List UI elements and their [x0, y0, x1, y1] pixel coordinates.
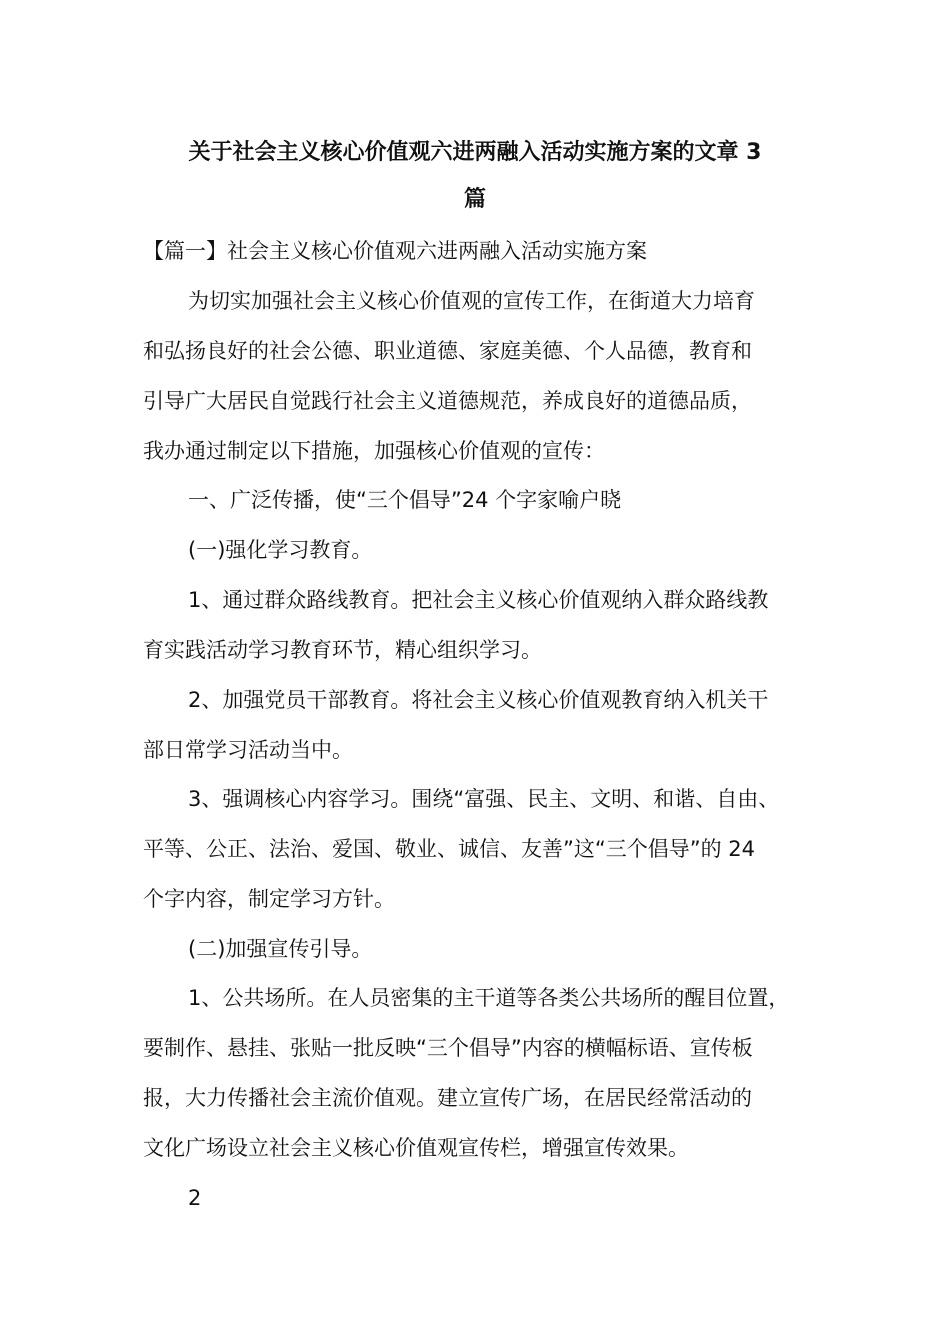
subheading-line: (二)加强宣传引导。: [188, 937, 373, 961]
paragraph-line: 报，大力传播社会主流价值观。建立宣传广场，在居民经常活动的: [143, 1086, 752, 1110]
paragraph-line: 和弘扬良好的社会公德、职业道德、家庭美德、个人品德，教育和: [143, 339, 752, 363]
subheading-line: (一)强化学习教育。: [188, 538, 373, 562]
paragraph-line: 部日常学习活动当中。: [143, 738, 353, 762]
subheading-line: 一、广泛传播，使“三个倡导”24 个字家喻户晓: [188, 488, 622, 512]
section-heading: 【篇一】社会主义核心价值观六进两融入活动实施方案: [143, 239, 647, 263]
paragraph-line: 文化广场设立社会主义核心价值观宣传栏，增强宣传效果。: [143, 1136, 689, 1160]
paragraph-line: 1、通过群众路线教育。把社会主义核心价值观纳入群众路线教: [188, 588, 769, 612]
paragraph-line: 1、公共场所。在人员密集的主干道等各类公共场所的醒目位置，: [188, 986, 790, 1010]
paragraph-line: 引导广大居民自觉践行社会主义道德规范，养成良好的道德品质，: [143, 389, 752, 413]
paragraph-line: 平等、公正、法治、爱国、敬业、诚信、友善”这“三个倡导”的 24: [143, 837, 756, 861]
document-title-line-1: 关于社会主义核心价值观六进两融入活动实施方案的文章 3: [188, 140, 762, 165]
paragraph-line: 我办通过制定以下措施，加强核心价值观的宣传：: [143, 439, 605, 463]
paragraph-line: 2、加强党员干部教育。将社会主义核心价值观教育纳入机关干: [188, 688, 769, 712]
document-title-line-2: 篇: [463, 187, 486, 212]
paragraph-line: 为切实加强社会主义核心价值观的宣传工作，在街道大力培育: [188, 289, 755, 313]
paragraph-line: 3、强调核心内容学习。围绕“富强、民主、文明、和谐、自由、: [188, 787, 780, 811]
paragraph-line: 要制作、悬挂、张贴一批反映“三个倡导”内容的横幅标语、宣传板: [143, 1036, 753, 1060]
list-number: 2: [188, 1186, 202, 1210]
paragraph-line: 育实践活动学习教育环节，精心组织学习。: [143, 638, 542, 662]
paragraph-line: 个字内容，制定学习方针。: [143, 887, 395, 911]
